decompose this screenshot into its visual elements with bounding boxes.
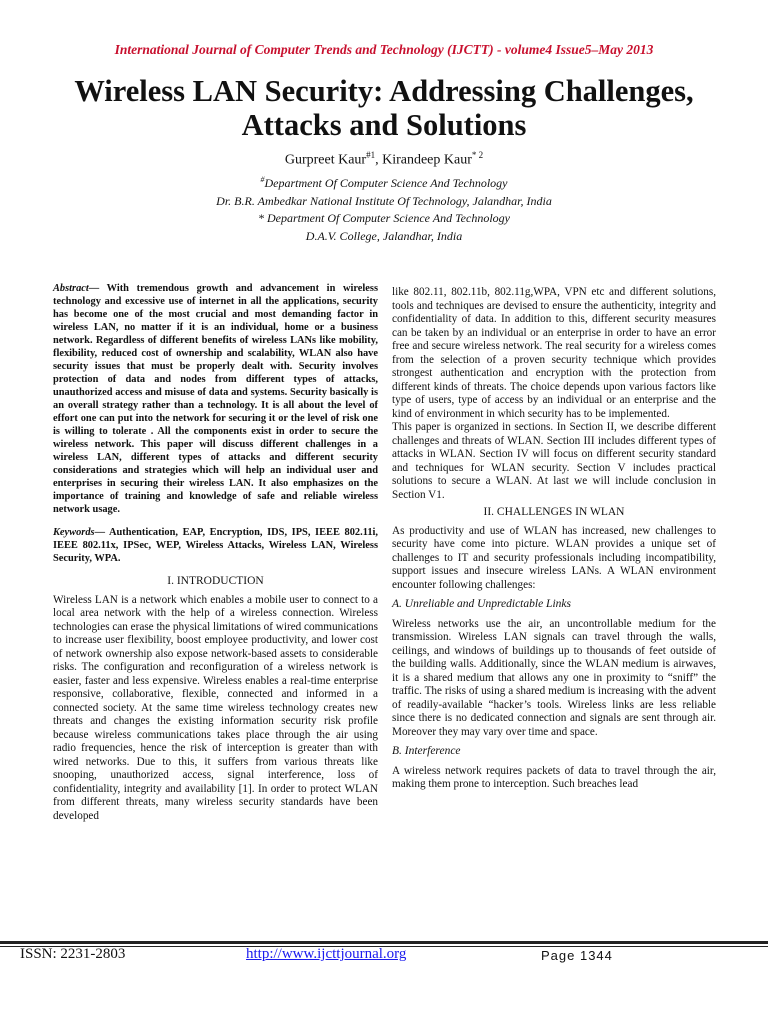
author-1: Gurpreet Kaur <box>284 152 367 168</box>
page-number: Page 1344 <box>541 948 613 963</box>
abstract-text: — With tremendous growth and advancement in wireless technology and excessive use of internet in all the applications, security has become one of the most crucial and most demanding factor in wireless LAN, no matter if it is an individual, home or a business network. Regardless of different benefits of wireless LANs like mobility, flexibility, reduced cost of ownership and scalability, WLAN also have security issues that must be properly dealt with. Security involves protection of data and nodes from different types of attacks, unauthorized access and misuse of data and systems. Security basically is an overall strategy rather than a technology. It is all about the level of effort one can put into the network for securing it or the level of risk one is willing to tolerate . All the components exist in order to secure the wireless network. This paper will discuss different challenges in a wireless LAN, different types of attacks and different security considerations and strategies which will help an individual user and enterprises in securing their wireless LAN. It also emphasizes on the importance of training and knowledge of safe and reliable wireless network usage. <box>53 283 378 515</box>
affiliation-1-sup: # <box>260 175 265 184</box>
title-line-2: Attacks and Solutions <box>241 108 527 142</box>
author-2-sup: * 2 <box>471 150 484 160</box>
author-2: , Kirandeep Kaur <box>375 152 472 168</box>
title-line-1: Wireless LAN Security: Addressing Challenges, <box>74 74 694 108</box>
paragraph-organization: This paper is organized in sections. In Section II, we describe different challenges and threats of WLAN. Section III includes different types of attacks in WLAN. Section IV will focus on different security standard and techniques for WLAN security. Section V includes practical solutions to secure a WLAN. At last we will include conclusion in Section V1. <box>392 421 716 501</box>
affiliation-2: Dr. B.R. Ambedkar National Institute Of Technology, Jalandhar, India <box>216 193 552 208</box>
footer-issn: ISSN: 2231-2803 <box>20 946 126 962</box>
affiliation-3: * Department Of Computer Science And Technology <box>258 211 510 225</box>
journal-header: International Journal of Computer Trends and Technology (IJCTT) - volume4 Issue5–May 2013 <box>114 42 654 57</box>
author-list <box>0 150 768 169</box>
affiliation-1: #Department Of Computer Science And Technology <box>260 175 508 190</box>
left-column <box>53 282 378 823</box>
author-1-sup: #1 <box>366 150 376 160</box>
affiliations <box>0 171 768 245</box>
challenges-text: As productivity and use of WLAN has increased, new challenges to security have come into picture. WLAN provides a unique set of challenges to IT and security professionals including incompatibility, support issues and insecure wireless LANs. A WLAN environment encounter following challenges: <box>392 524 716 591</box>
paragraph-standards: like 802.11, 802.11b, 802.11g,WPA, VPN etc and different solutions, tools and techniques are devised to ensure the authenticity, integrity and confidentiality of data. In addition to this, different security measures can be taken by an individual or an enterprise in order to have an error free and secure wireless network. The real security for a wireless comes from the selection of a proven security technique which provides strongest authentication and encryption with the protection from different kinds of threats. The choice depends upon various factors like type of users, type of access by an individual or an enterprise and the kind of environment in which security has to be implemented. <box>392 286 716 420</box>
interference-text: A wireless network requires packets of data to travel through the air, making them prone to interception. Such breaches lead <box>392 764 716 790</box>
journal-website-link[interactable]: http://www.ijcttjournal.org <box>246 946 407 962</box>
keywords-label: Keywords <box>53 527 95 538</box>
subsection-heading-unreliable-links: A. Unreliable and Unpredictable Links <box>392 598 571 610</box>
right-column <box>392 286 716 792</box>
section-heading-introduction: I. INTRODUCTION <box>167 575 264 587</box>
footer-divider-thick <box>0 941 768 944</box>
affiliation-4: D.A.V. College, Jalandhar, India <box>305 228 463 243</box>
introduction-text: Wireless LAN is a network which enables a mobile user to connect to a local area network with the help of a wireless connection. Wireless technologies can erase the physical limitations of wired communications to increase user flexibility, boost employee productivity, and lower cost of network ownership also expose network-based assets to considerable risks. The configuration and reconfiguration of a wireless network is easier, faster and less expensive. Wireless enables a real-time enterprise responsive, collaborative, flexible, connected and informed in a connected society. At the same time wireless technology creates new threats and changes the existing information security risk profile because wireless communications takes place through the air using radio frequencies, hence the risk of interception is greater than with wired networks. Due to this, it suffers from various threats like snooping, unauthorized access, signal interference, loss of confidentiality, integrity and availability [1]. In order to protect WLAN from different threats, many wireless security standards have been developed <box>53 593 378 822</box>
subsection-heading-interference: B. Interference <box>392 745 461 757</box>
keywords <box>53 526 378 565</box>
section-heading-challenges: II. CHALLENGES IN WLAN <box>483 506 625 518</box>
abstract-label: Abstract <box>53 283 89 294</box>
unreliable-links-text: Wireless networks use the air, an uncontrollable medium for the transmission. Wireless LAN signals can travel through the walls, ceilings, and windows of buildings up to thousands of feet outside of the building walls. Additionally, since the WLAN medium is airwaves, it is a shared medium that allows any one in proximity to “sniff” the traffic. The risks of using a shared medium is increasing with the advent of readily-available “hacker’s tools. Wireless links are less reliable since there is no dedicated connection and signals are sent through air. Moreover they may vary over time and space. <box>392 617 716 738</box>
keywords-text: — Authentication, EAP, Encryption, IDS, IPS, IEEE 802.11i, IEEE 802.11x, IPSec, WEP, Wireless Attacks, Wireless LAN, Wireless Security, WPA. <box>53 527 378 564</box>
abstract <box>53 282 378 516</box>
paper-title <box>20 74 748 142</box>
